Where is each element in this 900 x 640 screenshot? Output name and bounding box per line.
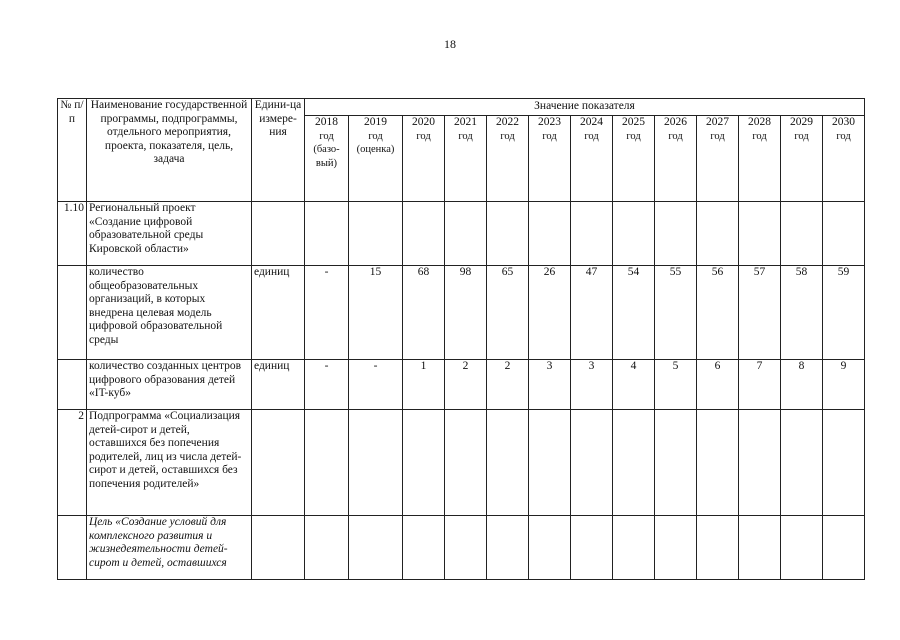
year-label: 2024 <box>580 116 603 128</box>
page-number: 18 <box>444 37 456 51</box>
year-note: год <box>500 130 515 142</box>
year-header <box>571 116 613 202</box>
value-cell <box>571 516 613 580</box>
value-cell: 5 <box>655 360 697 410</box>
row-number <box>58 266 87 360</box>
row-name: Подпрограмма «Социализация детей-сирот и детей, оставшихся без попечения родителей, лиц из числа детей-сирот и детей, оставшихся без попечения родителей» <box>87 410 252 516</box>
year-note: год <box>458 130 473 142</box>
year-note: год (оценка) <box>356 130 395 155</box>
year-header <box>487 116 529 202</box>
value-cell <box>739 410 781 516</box>
value-cell <box>613 410 655 516</box>
row-unit: единиц <box>252 266 305 360</box>
value-cell: - <box>305 360 349 410</box>
value-cell <box>571 410 613 516</box>
year-note: год <box>626 130 641 142</box>
year-label: 2020 <box>412 116 435 128</box>
value-cell: 8 <box>781 360 823 410</box>
value-cell <box>445 516 487 580</box>
value-cell <box>445 410 487 516</box>
row-unit: единиц <box>252 360 305 410</box>
value-cell <box>305 516 349 580</box>
value-cell <box>529 202 571 266</box>
year-note: год <box>584 130 599 142</box>
value-cell: 1 <box>403 360 445 410</box>
year-label: 2018 <box>315 116 338 128</box>
value-cell: 2 <box>445 360 487 410</box>
year-header <box>823 116 865 202</box>
year-header <box>403 116 445 202</box>
value-cell: 7 <box>739 360 781 410</box>
row-unit <box>252 202 305 266</box>
value-cell: 3 <box>571 360 613 410</box>
value-cell <box>823 410 865 516</box>
year-label: 2027 <box>706 116 729 128</box>
year-header <box>445 116 487 202</box>
value-cell <box>823 202 865 266</box>
year-header <box>305 116 349 202</box>
value-cell <box>349 516 403 580</box>
value-cell <box>823 516 865 580</box>
value-cell <box>403 202 445 266</box>
value-cell <box>529 410 571 516</box>
value-cell <box>305 202 349 266</box>
year-label: 2029 <box>790 116 813 128</box>
year-label: 2025 <box>622 116 645 128</box>
header-num: № п/п <box>58 99 87 202</box>
year-label: 2028 <box>748 116 771 128</box>
year-header <box>781 116 823 202</box>
value-cell: 57 <box>739 266 781 360</box>
year-header <box>655 116 697 202</box>
value-cell <box>529 516 571 580</box>
value-cell <box>739 202 781 266</box>
value-cell: 54 <box>613 266 655 360</box>
value-cell <box>697 516 739 580</box>
table-row <box>58 410 865 516</box>
value-cell: 6 <box>697 360 739 410</box>
value-cell <box>349 202 403 266</box>
value-cell <box>781 410 823 516</box>
year-note: год <box>794 130 809 142</box>
year-note: год <box>836 130 851 142</box>
value-cell: 2 <box>487 360 529 410</box>
year-note: год <box>416 130 431 142</box>
year-header <box>613 116 655 202</box>
value-cell: 55 <box>655 266 697 360</box>
value-cell: 26 <box>529 266 571 360</box>
row-name: Региональный проект «Создание цифровой образовательной среды Кировской области» <box>87 202 252 266</box>
value-cell <box>781 516 823 580</box>
row-unit <box>252 516 305 580</box>
value-cell: 98 <box>445 266 487 360</box>
value-cell <box>403 516 445 580</box>
year-header <box>697 116 739 202</box>
value-cell <box>697 410 739 516</box>
year-label: 2021 <box>454 116 477 128</box>
year-note: год <box>752 130 767 142</box>
value-cell <box>571 202 613 266</box>
row-name: Цель «Создание условий для комплексного развития и жизнедеятельности детей-сирот и детей, оставшихся <box>87 516 252 580</box>
value-cell <box>697 202 739 266</box>
row-number: 2 <box>58 410 87 516</box>
header-unit: Едини-ца измере-ния <box>252 99 305 202</box>
indicators-table <box>57 98 865 580</box>
value-cell: 65 <box>487 266 529 360</box>
value-cell: 47 <box>571 266 613 360</box>
value-cell: 4 <box>613 360 655 410</box>
year-header <box>529 116 571 202</box>
header-name: Наименование государственной программы, подпрограммы, отдельного мероприятия, проекта, показателя, цель, задача <box>87 99 252 202</box>
value-cell <box>739 516 781 580</box>
table-row <box>58 516 865 580</box>
value-cell <box>655 410 697 516</box>
year-note: год <box>542 130 557 142</box>
table-row <box>58 202 865 266</box>
value-cell: 56 <box>697 266 739 360</box>
year-label: 2019 <box>364 116 387 128</box>
value-cell <box>487 202 529 266</box>
value-cell <box>305 410 349 516</box>
year-label: 2023 <box>538 116 561 128</box>
table-row <box>58 360 865 410</box>
value-cell <box>781 202 823 266</box>
value-cell: 15 <box>349 266 403 360</box>
year-label: 2030 <box>832 116 855 128</box>
year-label: 2026 <box>664 116 687 128</box>
row-number: 1.10 <box>58 202 87 266</box>
value-cell <box>403 410 445 516</box>
value-cell: 59 <box>823 266 865 360</box>
value-cell <box>613 202 655 266</box>
year-label: 2022 <box>496 116 519 128</box>
year-header <box>739 116 781 202</box>
value-cell <box>487 516 529 580</box>
value-cell <box>655 202 697 266</box>
year-note: год <box>668 130 683 142</box>
row-number <box>58 516 87 580</box>
value-cell <box>655 516 697 580</box>
value-cell: 9 <box>823 360 865 410</box>
value-cell <box>487 410 529 516</box>
value-cell: 58 <box>781 266 823 360</box>
value-cell: 3 <box>529 360 571 410</box>
value-cell: - <box>349 360 403 410</box>
row-number <box>58 360 87 410</box>
table-row <box>58 266 865 360</box>
value-cell: - <box>305 266 349 360</box>
row-name: количество общеобразовательных организаций, в которых внедрена целевая модель цифровой образовательной среды <box>87 266 252 360</box>
year-note: год <box>710 130 725 142</box>
row-unit <box>252 410 305 516</box>
value-cell <box>613 516 655 580</box>
header-value-span: Значение показателя <box>305 99 865 116</box>
year-note: год (базо-вый) <box>313 130 340 169</box>
year-header <box>349 116 403 202</box>
value-cell: 68 <box>403 266 445 360</box>
value-cell <box>349 410 403 516</box>
table-body <box>58 202 865 580</box>
value-cell <box>445 202 487 266</box>
row-name: количество созданных центров цифрового образования детей «IT-куб» <box>87 360 252 410</box>
